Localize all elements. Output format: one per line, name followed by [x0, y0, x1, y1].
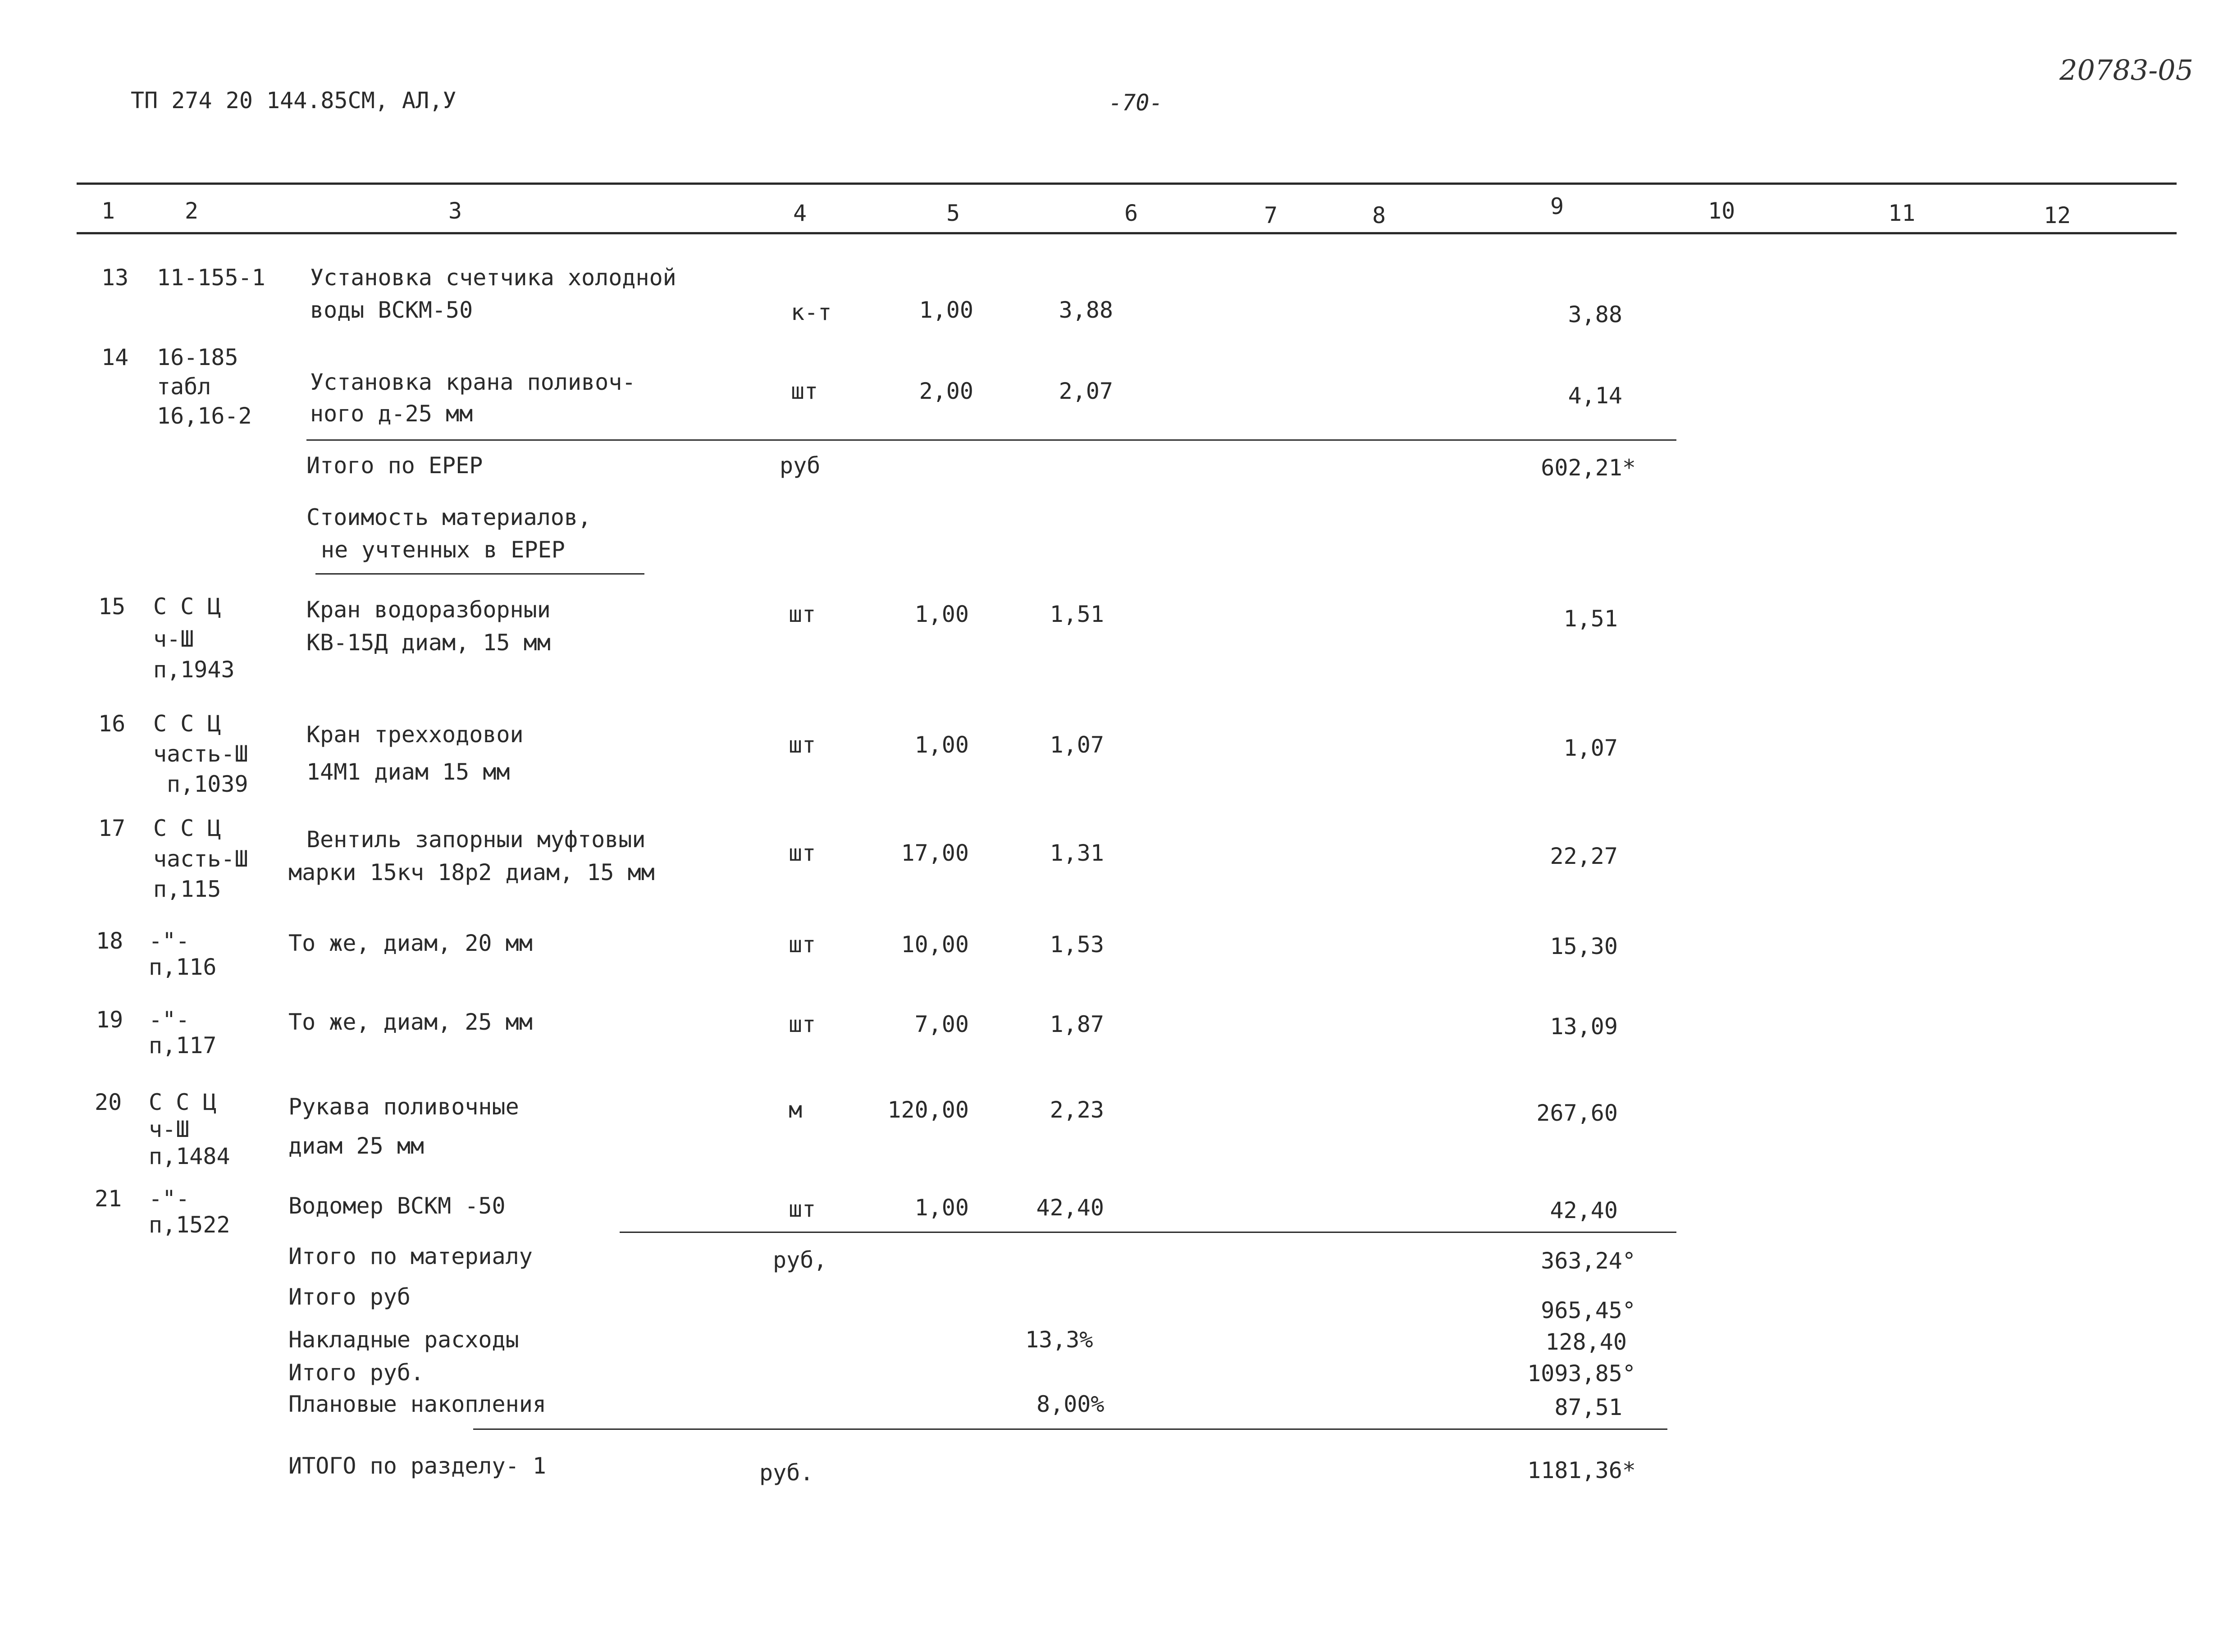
row-18-total: 15,30 — [1550, 933, 1618, 959]
row-13-num: 13 — [101, 265, 129, 291]
summary-overhead-pct: 13,3% — [1025, 1327, 1093, 1353]
row-17-code-2: часть-Ш — [153, 846, 248, 872]
col-header-5: 5 — [946, 200, 960, 226]
row-20-qty: 120,00 — [887, 1097, 969, 1123]
row-21-name: Водомер ВСКМ -50 — [288, 1193, 506, 1219]
row-13-unit: к-т — [791, 299, 832, 325]
row-19-code-1: -"- — [149, 1007, 190, 1033]
col-header-7: 7 — [1264, 202, 1278, 228]
row-16-unit: шт — [789, 732, 816, 758]
row-15-code-2: ч-Ш — [153, 626, 194, 652]
row-19-num: 19 — [96, 1007, 123, 1033]
row-19-total: 13,09 — [1550, 1013, 1618, 1040]
row-13-total: 3,88 — [1568, 301, 1622, 328]
row-18-num: 18 — [96, 928, 123, 954]
materials-header-1: Стоимость материалов, — [306, 504, 592, 530]
row-18-qty: 10,00 — [901, 931, 969, 958]
row-14-unit: шт — [791, 378, 818, 404]
row-17-qty: 17,00 — [901, 840, 969, 866]
row-14-code-1: 16-185 — [157, 344, 238, 370]
row-21-code-2: п,1522 — [149, 1212, 230, 1238]
row-20-name-2: диам 25 мм — [288, 1133, 425, 1159]
row-14-code-2: табл — [157, 374, 211, 400]
row-21-total: 42,40 — [1550, 1197, 1618, 1223]
row-17-unit: шт — [789, 840, 816, 866]
row-18-code-1: -"- — [149, 928, 190, 954]
section-total-label: ИТОГО по разделу- 1 — [288, 1453, 546, 1479]
materials-header-2: не учтенных в ЕРЕР — [321, 537, 565, 563]
row-15-price: 1,51 — [1050, 601, 1104, 627]
col-header-4: 4 — [793, 200, 807, 226]
summary-total-rub-label: Итого руб — [288, 1284, 411, 1310]
row-15-unit: шт — [789, 601, 816, 627]
row-19-price: 1,87 — [1050, 1011, 1104, 1037]
row-14-name-2: ного д-25 мм — [310, 401, 473, 427]
row-19-code-2: п,117 — [149, 1032, 217, 1059]
row-13-name-1: Установка счетчика холодной — [310, 265, 676, 291]
archive-stamp-number: 20783-05 — [2059, 54, 2194, 87]
row-21-num: 21 — [95, 1186, 122, 1212]
row-20-num: 20 — [95, 1089, 122, 1115]
col-header-12: 12 — [2044, 202, 2071, 228]
row-19-name: То же, диам, 25 мм — [288, 1009, 533, 1035]
row-16-code-3: п,1039 — [167, 771, 248, 797]
row-17-num: 17 — [98, 815, 126, 841]
row-14-num: 14 — [101, 344, 129, 370]
row-16-total: 1,07 — [1563, 735, 1618, 761]
summary-total-rub2-label: Итого руб. — [288, 1360, 425, 1386]
materials-header-underline — [315, 573, 644, 575]
row-17-total: 22,27 — [1550, 843, 1618, 869]
summary-total-rub2-value: 1093,85° — [1527, 1360, 1636, 1387]
col-header-8: 8 — [1372, 202, 1386, 228]
summary-overhead-total: 128,40 — [1545, 1329, 1627, 1355]
row-15-qty: 1,00 — [914, 601, 969, 627]
row-15-name-2: КВ-15Д диам, 15 мм — [306, 630, 551, 656]
row-15-num: 15 — [98, 593, 126, 620]
row-19-unit: шт — [789, 1011, 816, 1037]
summary-planned-total: 87,51 — [1554, 1394, 1622, 1420]
row-20-code-3: п,1484 — [149, 1143, 230, 1169]
header-bottom-rule — [77, 232, 2177, 234]
summary-materials-label: Итого по материалу — [288, 1243, 533, 1269]
col-header-9: 9 — [1550, 193, 1564, 219]
row-21-unit: шт — [789, 1196, 816, 1222]
row-20-price: 2,23 — [1050, 1097, 1104, 1123]
table-top-rule — [77, 183, 2177, 185]
row-21-qty: 1,00 — [914, 1195, 969, 1221]
summary-total-rub-value: 965,45° — [1541, 1297, 1636, 1323]
col-header-10: 10 — [1708, 198, 1735, 224]
row-20-code-2: ч-Ш — [149, 1116, 190, 1142]
row-14-name-1: Установка крана поливоч- — [310, 369, 636, 395]
row-20-unit: м — [789, 1097, 803, 1123]
row-18-unit: шт — [789, 931, 816, 958]
col-header-11: 11 — [1888, 200, 1916, 226]
row-20-code-1: С С Ц — [149, 1089, 217, 1115]
row-14-total: 4,14 — [1568, 383, 1622, 409]
row-21-underline — [620, 1232, 1676, 1233]
row-14-underline — [306, 439, 1676, 441]
section-total-unit: руб. — [759, 1460, 814, 1486]
row-19-qty: 7,00 — [914, 1011, 969, 1037]
row-18-code-2: п,116 — [149, 954, 217, 980]
row-13-code: 11-155-1 — [157, 265, 265, 291]
col-header-3: 3 — [448, 198, 462, 224]
row-16-price: 1,07 — [1050, 732, 1104, 758]
subtotal-erer-label: Итого по ЕРЕР — [306, 452, 483, 479]
row-17-name-1: Вентиль запорныи муфтовыи — [306, 826, 646, 853]
row-15-code-3: п,1943 — [153, 657, 235, 683]
subtotal-erer-total: 602,21* — [1541, 455, 1636, 481]
row-14-code-3: 16,16-2 — [157, 403, 252, 429]
row-21-price: 42,40 — [1036, 1195, 1104, 1221]
document-code: ТП 274 20 144.85СМ, АЛ,У — [131, 87, 457, 114]
summary-materials-total: 363,24° — [1541, 1248, 1636, 1274]
row-14-qty: 2,00 — [919, 378, 973, 404]
row-14-price: 2,07 — [1059, 378, 1113, 404]
row-17-code-1: С С Ц — [153, 815, 221, 841]
row-17-price: 1,31 — [1050, 840, 1104, 866]
row-16-name-1: Кран трехходовои — [306, 721, 524, 748]
row-16-name-2: 14М1 диам 15 мм — [306, 759, 510, 785]
row-21-code-1: -"- — [149, 1186, 190, 1212]
row-17-code-3: п,115 — [153, 876, 221, 902]
summary-planned-pct: 8,00% — [1036, 1391, 1105, 1417]
row-17-name-2: марки 15кч 18р2 диам, 15 мм — [288, 859, 655, 885]
summary-materials-unit: руб, — [773, 1247, 827, 1273]
row-18-name: То же, диам, 20 мм — [288, 930, 533, 956]
row-16-code-1: С С Ц — [153, 711, 221, 737]
row-13-name-2: воды ВСКМ-50 — [310, 297, 473, 323]
summary-planned-label: Плановые накопления — [288, 1391, 546, 1417]
row-16-num: 16 — [98, 711, 126, 737]
row-13-qty: 1,00 — [919, 297, 973, 323]
row-15-name-1: Кран водоразборныи — [306, 597, 551, 623]
row-16-code-2: часть-Ш — [153, 741, 248, 767]
summary-overhead-label: Накладные расходы — [288, 1327, 519, 1353]
section-total-value: 1181,36* — [1527, 1457, 1636, 1483]
col-header-6: 6 — [1124, 200, 1138, 226]
row-20-total: 267,60 — [1536, 1100, 1618, 1126]
row-20-name-1: Рукава поливочные — [288, 1094, 519, 1120]
row-15-total: 1,51 — [1563, 606, 1618, 632]
page-number: -70- — [1109, 90, 1163, 116]
col-header-1: 1 — [101, 198, 115, 224]
row-13-price: 3,88 — [1059, 297, 1113, 323]
row-18-price: 1,53 — [1050, 931, 1104, 958]
col-header-2: 2 — [185, 198, 199, 224]
subtotal-erer-unit: руб — [780, 452, 821, 479]
row-15-code-1: С С Ц — [153, 593, 221, 620]
summary-underline — [473, 1428, 1667, 1430]
row-16-qty: 1,00 — [914, 732, 969, 758]
